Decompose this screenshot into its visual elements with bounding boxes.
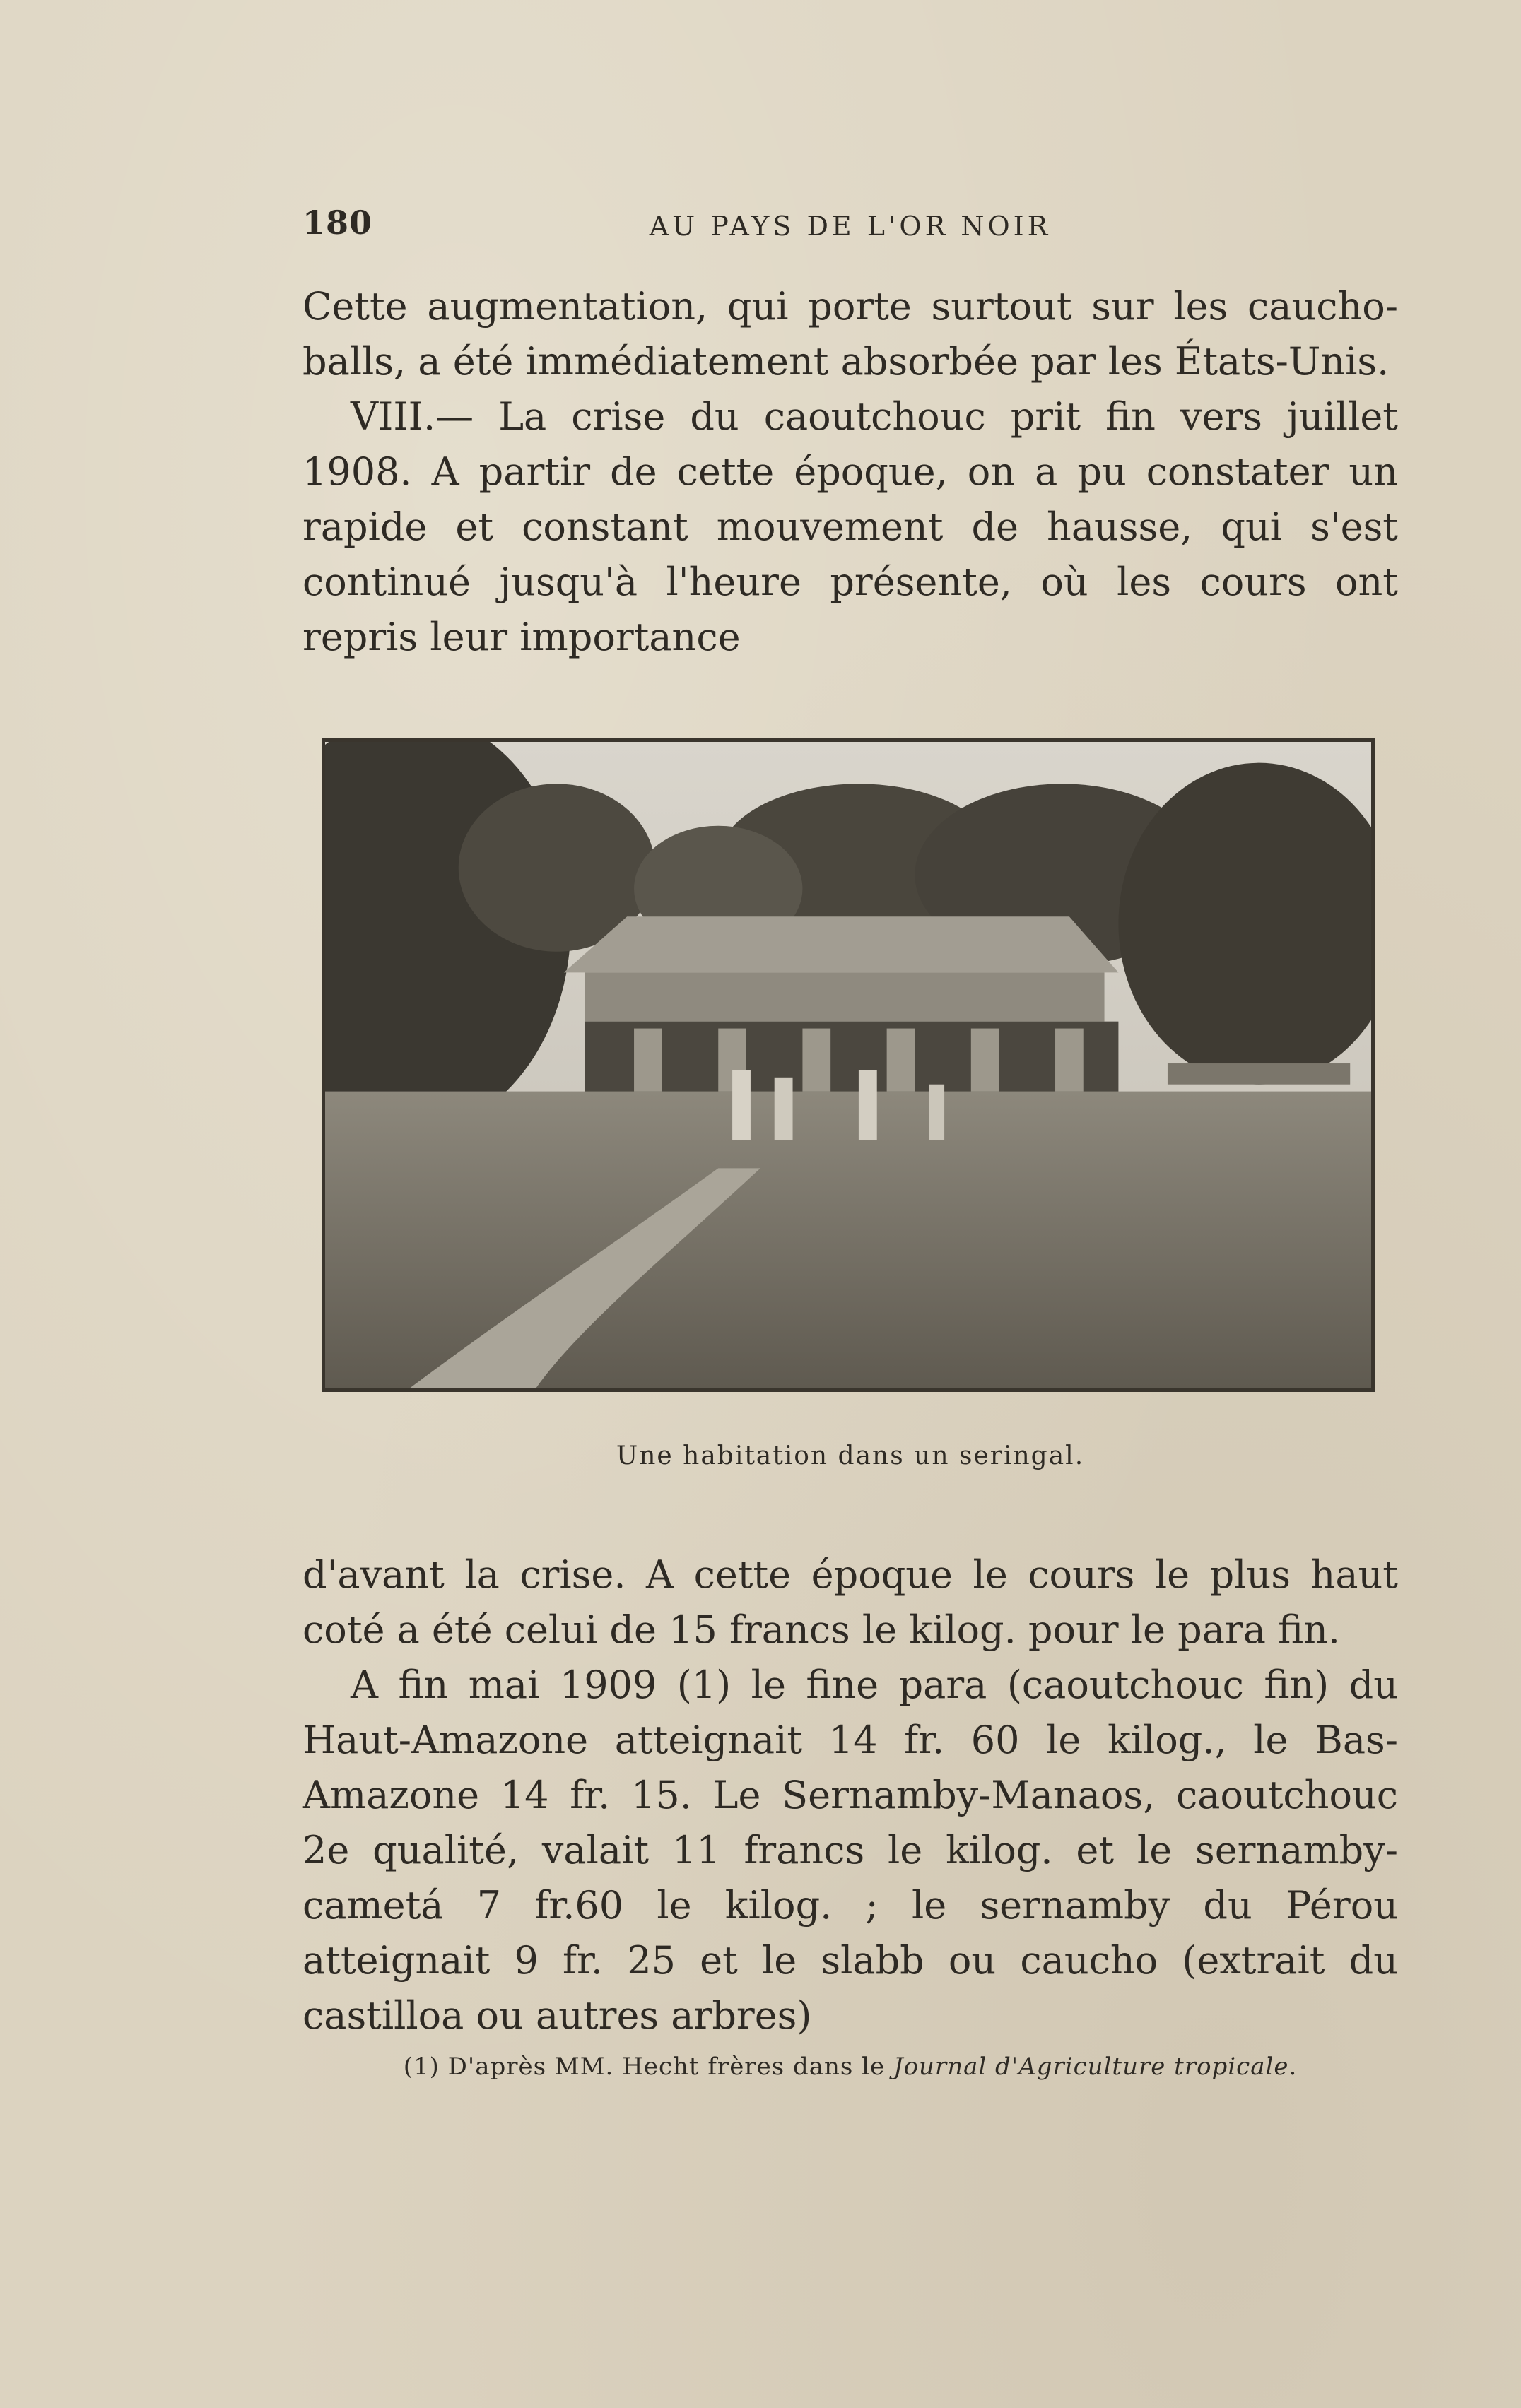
- photograph-habitation: [322, 738, 1375, 1392]
- footnote-text: (1) D'après MM. Hecht frères dans le: [403, 2053, 893, 2081]
- footnote: [303, 2053, 1398, 2081]
- paragraph: Cette augmentation, qui porte surtout sur les caucho-balls, a été immédiatement absorbée par les États-Unis.: [303, 284, 1398, 384]
- running-title: AU PAYS DE L'OR NOIR: [649, 211, 1052, 242]
- paragraph: d'avant la crise. A cette époque le cours le plus haut coté a été celui de 15 francs le kilog. pour le para fin.: [303, 1552, 1398, 1652]
- page-header: [303, 203, 1398, 253]
- paragraph: VIII.— La crise du caoutchouc prit fin vers juillet 1908. A partir de cette époque, on a pu constater un rapide et constant mouvement de hausse, qui s'est continué jusqu'à l'heure présente, où les cours ont repris leur importance: [303, 394, 1398, 659]
- text-block-bottom: [303, 1547, 1398, 2043]
- text-block-top: [303, 279, 1398, 665]
- paragraph: A fin mai 1909 (1) le fine para (caoutchouc fin) du Haut-Amazone atteignait 14 fr. 60 le kilog., le Bas-Amazone 14 fr. 15. Le Sernamby-Manaos, caoutchouc 2e qualité, valait 11 francs le kilog. et le sernamby-cametá 7 fr.60 le kilog. ; le sernamby du Pérou atteignait 9 fr. 25 et le slabb ou caucho (extrait du castilloa ou autres arbres): [303, 1663, 1398, 2038]
- photo-illustration: [325, 742, 1371, 1388]
- footnote-suffix: .: [1288, 2053, 1298, 2081]
- figure-caption: Une habitation dans un seringal.: [616, 1441, 1085, 1470]
- page-number: 180: [303, 203, 373, 242]
- footnote-journal: Journal d'Agriculture tropicale: [893, 2053, 1289, 2081]
